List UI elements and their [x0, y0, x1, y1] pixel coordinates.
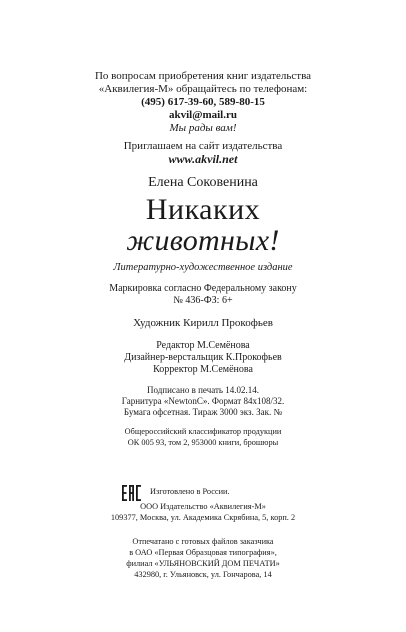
contacts-line-1: По вопросам приобретения книг издательства [94, 70, 312, 82]
printing-line-4: 432980, г. Ульяновск, ул. Гончарова, 14 [134, 570, 272, 579]
contacts-greeting: Мы рады вам! [169, 122, 237, 134]
contacts-line-2: «Аквилегия-М» обращайтесь по телефонам: [98, 83, 308, 95]
site-invite: Приглашаем на сайт издательства [123, 140, 283, 152]
printing-line-2: в ОАО «Первая Образцовая типография», [129, 548, 277, 557]
print-signed: Подписано в печать 14.02.14. [146, 385, 260, 395]
book-title-line-1: Никаких [145, 193, 261, 226]
credit-corrector: Корректор М.Семёнова [153, 364, 253, 375]
site-url: www.akvil.net [168, 152, 238, 166]
publisher-name: ООО Издательство «Аквилегия-М» [140, 502, 266, 511]
classifier-line-2: ОК 005 93, том 2, 953000 книги, брошюры [127, 438, 279, 447]
credit-designer: Дизайнер-верстальщик К.Прокофьев [124, 352, 282, 363]
book-title-line-2: животных! [126, 224, 280, 257]
printing-line-3: филиал «УЛЬЯНОВСКИЙ ДОМ ПЕЧАТИ» [126, 559, 280, 568]
book-author: Елена Соковенина [148, 175, 258, 190]
print-format: Гарнитура «NewtonC». Формат 84x108/32. [121, 396, 285, 406]
credit-illustrator: Художник Кирилл Прокофьев [133, 317, 273, 329]
printing-line-1: Отпечатано с готовых файлов заказчика [132, 537, 274, 546]
made-in-russia: Изготовлено в России. [150, 487, 230, 496]
marking-line-1: Маркировка согласно Федеральному закону [109, 283, 297, 294]
print-paper: Бумага офсетная. Тираж 3000 экз. Зак. № [123, 407, 283, 417]
marking-line-2: № 436-ФЗ: 6+ [173, 295, 233, 306]
contacts-email: akvil@mail.ru [169, 109, 237, 121]
publisher-address: 109377, Москва, ул. Академика Скрябина, 5, корп. 2 [110, 513, 296, 522]
classifier-line-1: Общероссийский классификатор продукции [124, 427, 282, 436]
contacts-phones: (495) 617-39-60, 589-80-15 [141, 96, 265, 108]
eac-mark-icon [122, 485, 141, 501]
edition-type: Литературно-художественное издание [113, 262, 293, 273]
credit-editor: Редактор М.Семёнова [156, 340, 250, 351]
